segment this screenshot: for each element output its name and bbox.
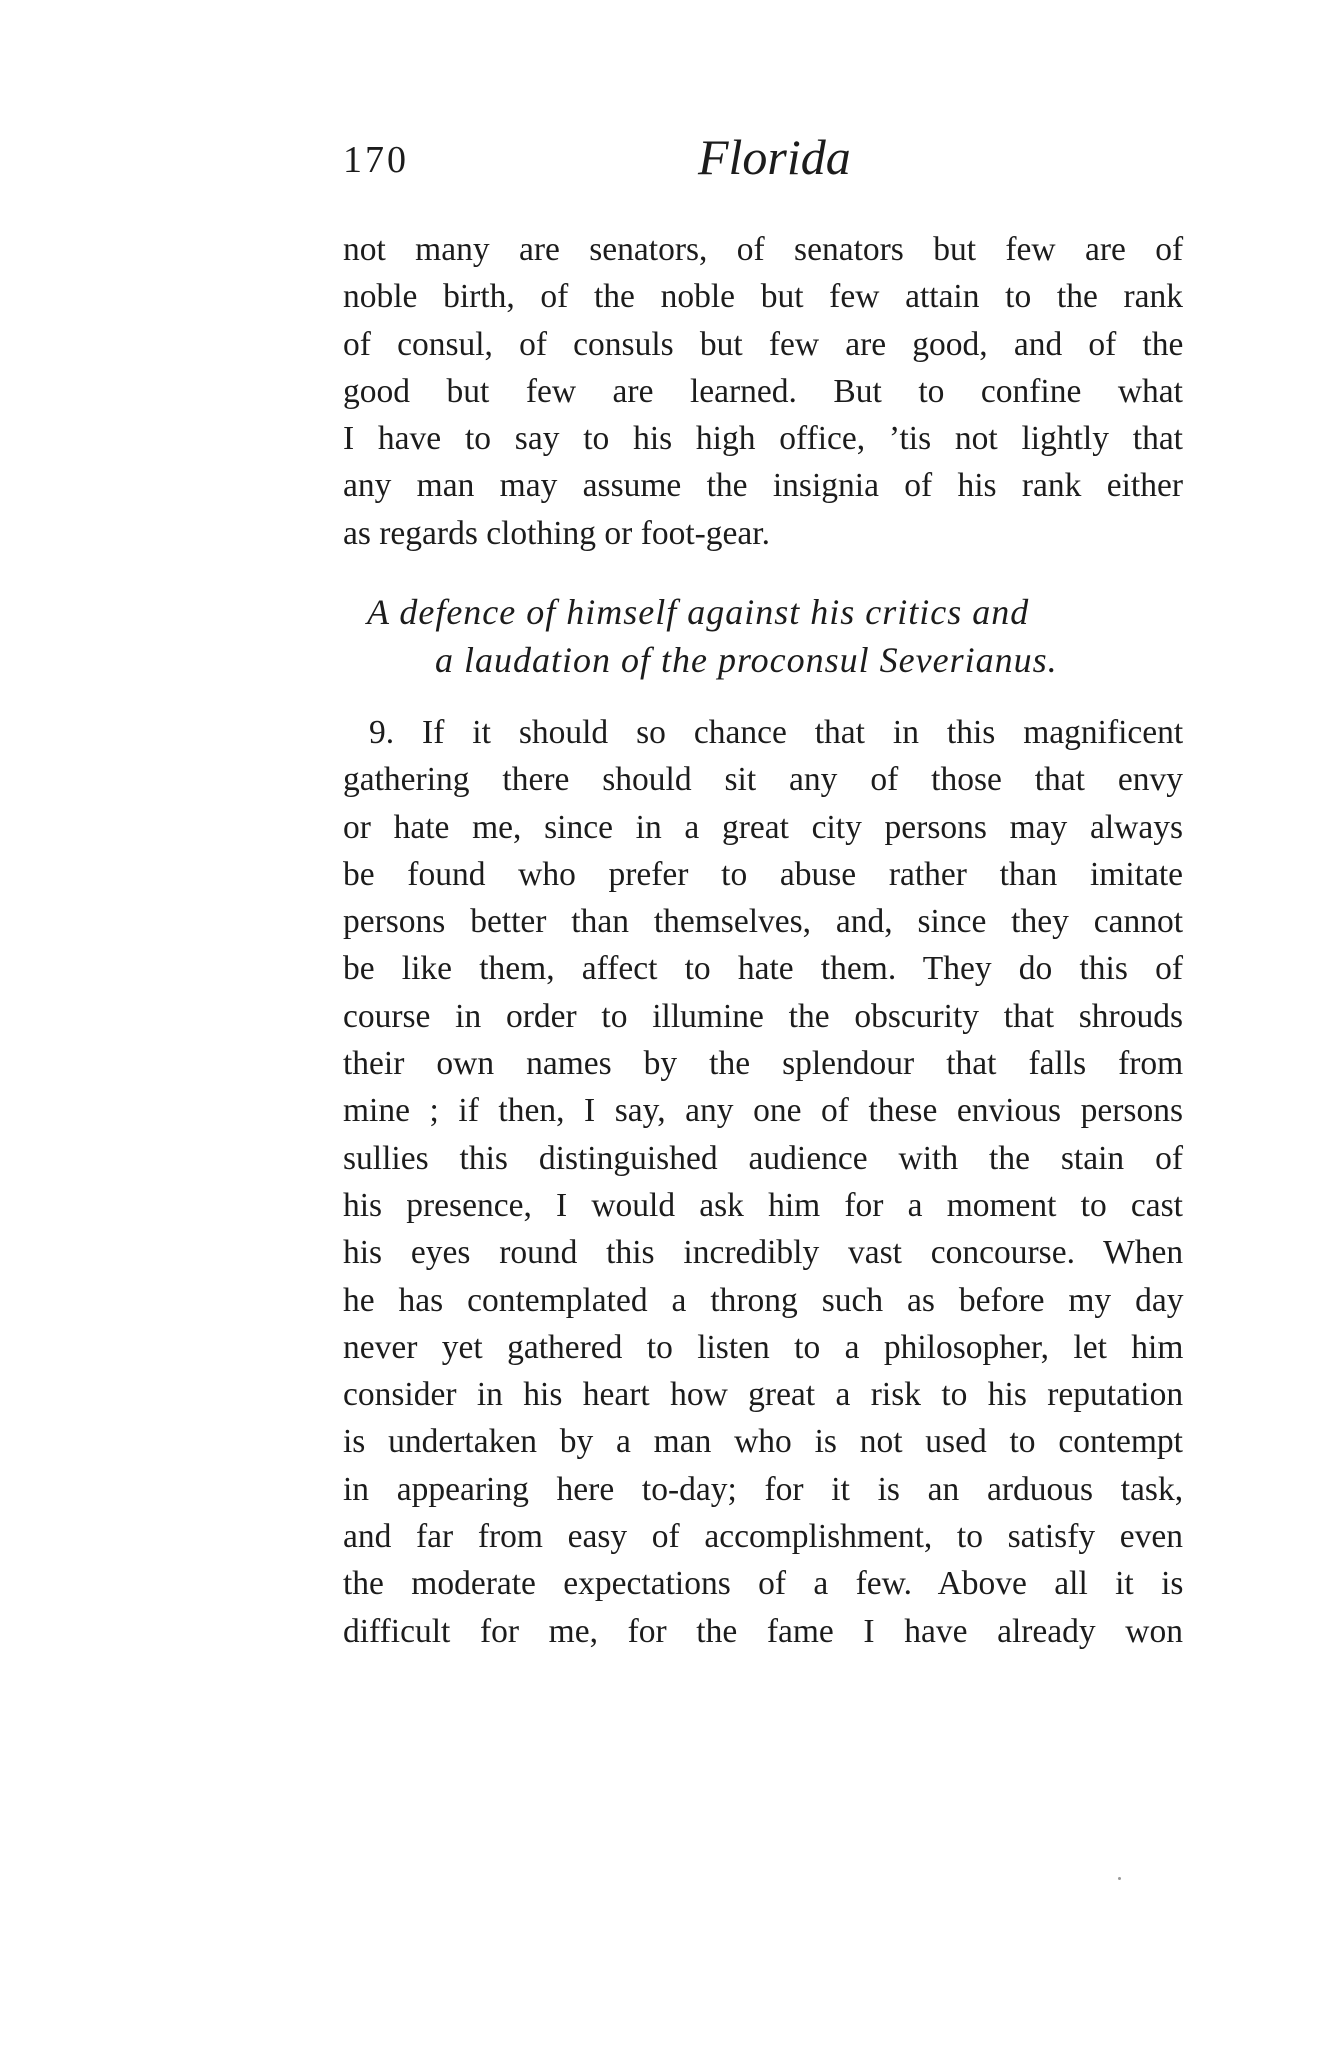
text-line: be like them, affect to hate them. They do this of xyxy=(343,950,1183,988)
text-line: or hate me, since in a great city persons may always xyxy=(343,808,1183,846)
text-line: is undertaken by a man who is not used to contempt xyxy=(343,1423,1183,1461)
text-line: sullies this distinguished audience with the stain of xyxy=(343,1139,1184,1177)
text-line: consider in his heart how great a risk to his reputation xyxy=(343,1376,1184,1414)
text-line: of consul, of consuls but few are good, and of the xyxy=(343,325,1184,363)
text-line: good but few are learned. But to confine what xyxy=(343,372,1183,410)
text-line: his presence, I would ask him for a moment to cast xyxy=(343,1186,1183,1224)
paper-speck xyxy=(1118,1877,1121,1880)
paragraph-continued xyxy=(343,226,1183,557)
text-line: in appearing here to-day; for it is an arduous task, xyxy=(343,1470,1184,1508)
text-line: never yet gathered to listen to a philosopher, let him xyxy=(343,1328,1184,1366)
text-line: their own names by the splendour that falls from xyxy=(343,1045,1184,1083)
section-heading-line: a laudation of the proconsul Severianus. xyxy=(435,640,1058,680)
text-line: the moderate expectations of a few. Above all it is xyxy=(343,1565,1184,1603)
text-line: as regards clothing or foot-gear. xyxy=(343,514,770,552)
text-line: noble birth, of the noble but few attain to the rank xyxy=(343,278,1184,316)
text-line: 9. If it should so chance that in this magnificent xyxy=(369,714,1184,751)
text-line: any man may assume the insignia of his rank either xyxy=(343,467,1183,505)
text-line: gathering there should sit any of those that envy xyxy=(343,761,1183,799)
text-line: his eyes round this incredibly vast concourse. When xyxy=(343,1234,1184,1272)
text-line: persons better than themselves, and, since they cannot xyxy=(343,903,1183,941)
text-line: and far from easy of accomplishment, to satisfy even xyxy=(343,1518,1183,1556)
running-title: Florida xyxy=(698,129,851,185)
paragraph-9 xyxy=(343,709,1183,1655)
text-line: he has contemplated a throng such as before my day xyxy=(343,1281,1184,1319)
text-line: difficult for me, for the fame I have already won xyxy=(343,1612,1183,1650)
text-line: be found who prefer to abuse rather than imitate xyxy=(343,855,1183,893)
running-head xyxy=(343,128,1183,188)
text-line: not many are senators, of senators but few are of xyxy=(343,231,1184,268)
text-line: mine ; if then, I say, any one of these envious persons xyxy=(343,1092,1183,1130)
section-heading xyxy=(343,588,1183,684)
text-line: course in order to illumine the obscurity that shrouds xyxy=(343,997,1183,1035)
page-number: 170 xyxy=(343,139,409,181)
section-heading-line: A defence of himself against his critics and xyxy=(367,592,1030,632)
text-line: I have to say to his high office, ’tis not lightly that xyxy=(343,420,1183,458)
